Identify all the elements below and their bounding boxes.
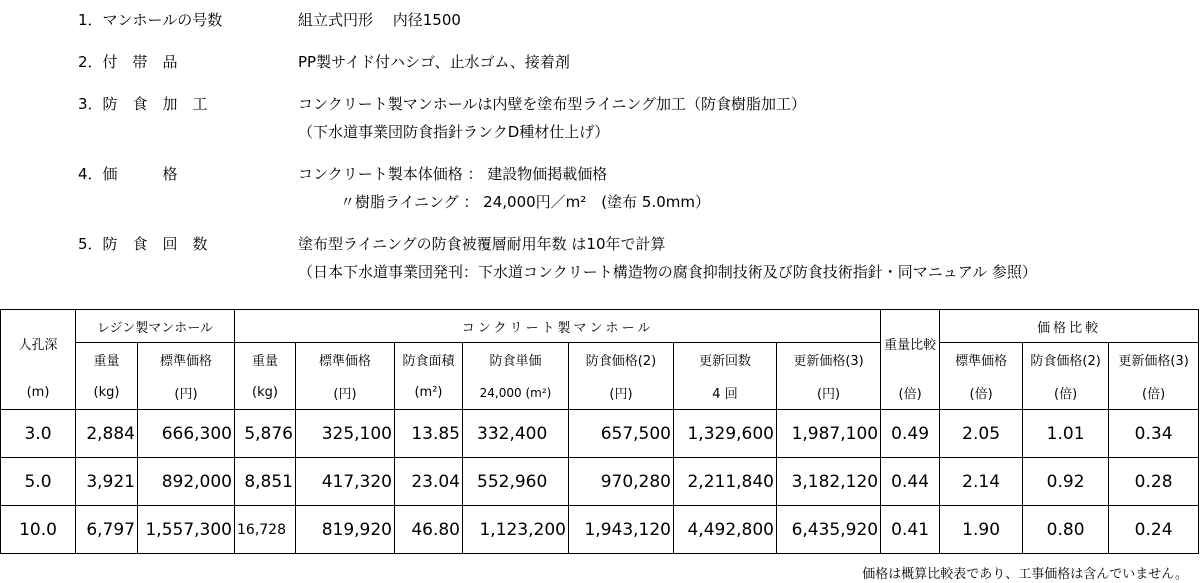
header-depth-unit: (m) bbox=[1, 376, 76, 410]
cell-renewal-price: 1,987,100 bbox=[777, 410, 881, 458]
sub-header-top: 標準価格 bbox=[138, 343, 235, 377]
cell-anticorrosion-price: 970,280 bbox=[569, 458, 674, 506]
sub-header-unit: (倍) bbox=[1023, 376, 1109, 410]
sub-header-top: 更新価格(3) bbox=[1109, 343, 1199, 377]
cell-std-price-ratio: 2.14 bbox=[940, 458, 1023, 506]
sub-header-unit: (kg) bbox=[235, 376, 296, 410]
table-row bbox=[1, 506, 1199, 554]
sub-header-top: 防食面積 bbox=[395, 343, 463, 377]
cell-anticorrosion-price: 1,943,120 bbox=[569, 506, 674, 554]
spec-5-value-line1: 塗布型ライニングの防食被覆層耐用年数 は10年で計算 bbox=[298, 235, 666, 253]
cell-resin-weight: 6,797 bbox=[76, 506, 138, 554]
sub-header-top: 防食単価 bbox=[463, 343, 569, 377]
spec-1-label: 1．マンホールの号数 bbox=[78, 11, 223, 29]
sub-header-top: 標準価格 bbox=[940, 343, 1023, 377]
table-header-row-1 bbox=[1, 310, 1199, 343]
sub-header-unit: 24,000 (m²) bbox=[463, 376, 569, 410]
table-row bbox=[1, 410, 1199, 458]
cell-resin-price: 892,000 bbox=[138, 458, 235, 506]
cell-resin-price: 666,300 bbox=[138, 410, 235, 458]
table-row bbox=[1, 458, 1199, 506]
cell-anticorrosion-area: 13.85 bbox=[395, 410, 463, 458]
cell-renewal-count: 2,211,840 bbox=[674, 458, 777, 506]
cell-renewal-price: 3,182,120 bbox=[777, 458, 881, 506]
sub-header-unit: (倍) bbox=[1109, 376, 1199, 410]
cell-anticorrosion-ratio: 0.92 bbox=[1023, 458, 1109, 506]
header-depth: 人孔深 bbox=[1, 310, 76, 377]
spec-3-label: 3．防 食 加 工 bbox=[78, 95, 208, 113]
sub-header-top: 防食価格(2) bbox=[1023, 343, 1109, 377]
spec-5-value-line2: （日本下水道事業団発刊：下水道コンクリート構造物の腐食抑制技術及び防食技術指針・同マニュアル 参照） bbox=[298, 263, 1037, 281]
cell-depth: 3.0 bbox=[1, 410, 76, 458]
cell-weight-ratio: 0.44 bbox=[881, 458, 940, 506]
cell-renewal-ratio: 0.28 bbox=[1109, 458, 1199, 506]
table-header-row-3 bbox=[1, 376, 1199, 410]
sub-header-top: 更新価格(3) bbox=[777, 343, 881, 377]
header-resin: レジン製マンホール bbox=[76, 310, 235, 343]
cell-renewal-count: 4,492,800 bbox=[674, 506, 777, 554]
sub-header-unit: (円) bbox=[296, 376, 395, 410]
cell-resin-weight: 2,884 bbox=[76, 410, 138, 458]
cell-renewal-ratio: 0.24 bbox=[1109, 506, 1199, 554]
cell-renewal-price: 6,435,920 bbox=[777, 506, 881, 554]
spec-4-label: 4．価 格 bbox=[78, 165, 178, 183]
cell-depth: 5.0 bbox=[1, 458, 76, 506]
cell-anticorrosion-area: 23.04 bbox=[395, 458, 463, 506]
sub-header-unit: (倍) bbox=[940, 376, 1023, 410]
cell-anticorrosion-unit-price: 332,400 bbox=[463, 410, 569, 458]
cell-anticorrosion-unit-price: 1,123,200 bbox=[463, 506, 569, 554]
sub-header-unit: (m²) bbox=[395, 376, 463, 410]
cell-depth: 10.0 bbox=[1, 506, 76, 554]
spec-1-value: 組立式円形 内径1500 bbox=[298, 11, 461, 29]
spec-4-value-line1: コンクリート製本体価格 ： 建設物価掲載価格 bbox=[298, 165, 608, 183]
cell-anticorrosion-price: 657,500 bbox=[569, 410, 674, 458]
sub-header-unit: (円) bbox=[777, 376, 881, 410]
cell-resin-weight: 3,921 bbox=[76, 458, 138, 506]
cell-weight-ratio: 0.41 bbox=[881, 506, 940, 554]
cell-std-price-ratio: 2.05 bbox=[940, 410, 1023, 458]
sub-header-top: 防食価格(2) bbox=[569, 343, 674, 377]
cell-renewal-count: 1,329,600 bbox=[674, 410, 777, 458]
comparison-table bbox=[0, 309, 1199, 554]
cell-concrete-price: 417,320 bbox=[296, 458, 395, 506]
sub-header-unit: (円) bbox=[138, 376, 235, 410]
sub-header-top: 重量 bbox=[235, 343, 296, 377]
cell-concrete-weight: 16,728 bbox=[235, 506, 296, 554]
cell-std-price-ratio: 1.90 bbox=[940, 506, 1023, 554]
sub-header-top: 更新回数 bbox=[674, 343, 777, 377]
header-weight-ratio-unit: (倍) bbox=[881, 376, 940, 410]
sub-header-unit: 4 回 bbox=[674, 376, 777, 410]
cell-concrete-price: 819,920 bbox=[296, 506, 395, 554]
cell-anticorrosion-ratio: 0.80 bbox=[1023, 506, 1109, 554]
header-weight-ratio: 重量比較 bbox=[881, 310, 940, 377]
header-concrete: コンクリート製マンホール bbox=[235, 310, 881, 343]
spec-3-value-line1: コンクリート製マンホールは内壁を塗布型ライニング加工（防食樹脂加工） bbox=[298, 95, 807, 113]
header-price-compare: 価格比較 bbox=[940, 310, 1199, 343]
spec-2-label: 2．付 帯 品 bbox=[78, 53, 178, 71]
table-header-row-2 bbox=[1, 343, 1199, 377]
sub-header-unit: (円) bbox=[569, 376, 674, 410]
cell-concrete-weight: 8,851 bbox=[235, 458, 296, 506]
spec-2-value: PP製サイド付ハシゴ、止水ゴム、接着剤 bbox=[298, 53, 570, 71]
cell-concrete-price: 325,100 bbox=[296, 410, 395, 458]
cell-weight-ratio: 0.49 bbox=[881, 410, 940, 458]
sub-header-top: 標準価格 bbox=[296, 343, 395, 377]
cell-anticorrosion-area: 46.80 bbox=[395, 506, 463, 554]
cell-resin-price: 1,557,300 bbox=[138, 506, 235, 554]
sub-header-unit: (kg) bbox=[76, 376, 138, 410]
cell-renewal-ratio: 0.34 bbox=[1109, 410, 1199, 458]
spec-3-value-line2: （下水道事業団防食指針ランクD種材仕上げ） bbox=[298, 123, 610, 141]
sub-header-top: 重量 bbox=[76, 343, 138, 377]
price-note: 価格は概算比較表であり、工事価格は含んでいません。 bbox=[862, 567, 1188, 582]
cell-anticorrosion-ratio: 1.01 bbox=[1023, 410, 1109, 458]
cell-anticorrosion-unit-price: 552,960 bbox=[463, 458, 569, 506]
spec-4-value-line2: 〃樹脂ライニング ： 24,000円／m² (塗布 5.0mm） bbox=[340, 193, 710, 211]
spec-5-label: 5．防 食 回 数 bbox=[78, 235, 208, 253]
cell-concrete-weight: 5,876 bbox=[235, 410, 296, 458]
